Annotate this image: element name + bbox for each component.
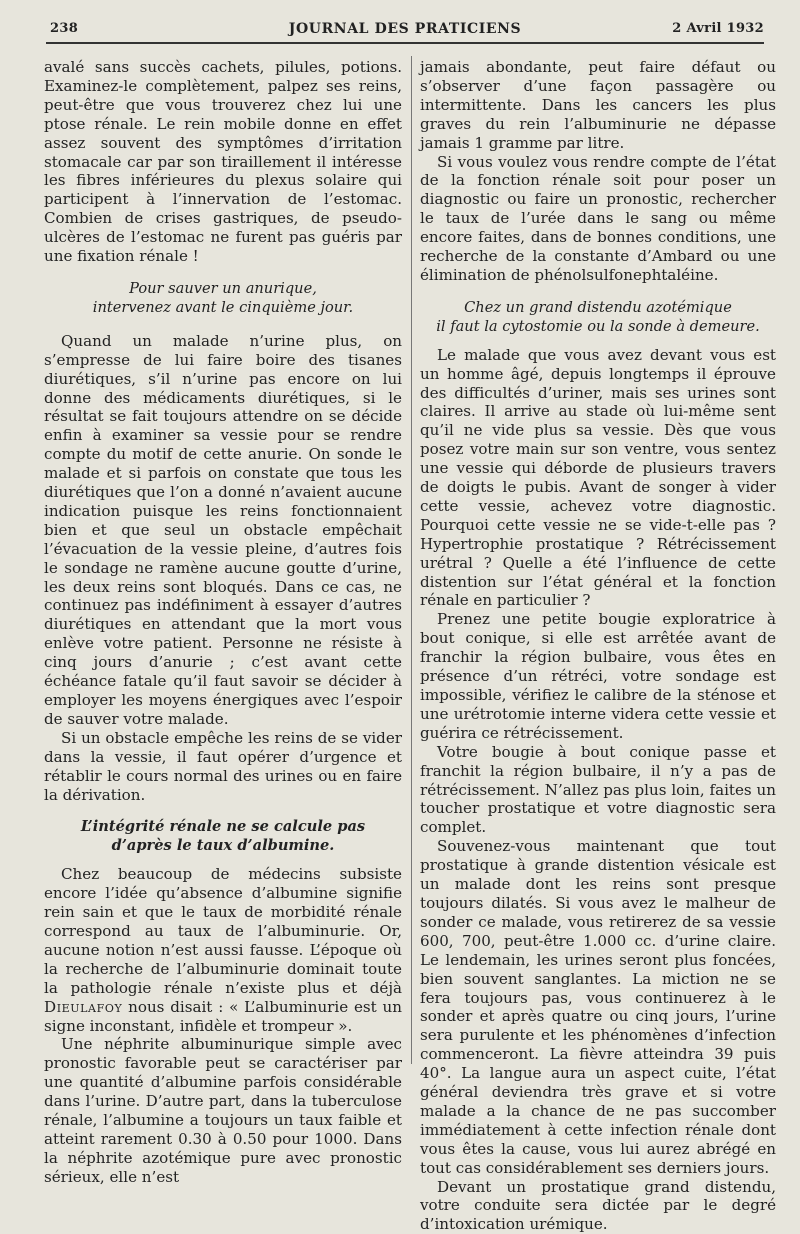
anurie-paragraph-2: Si un obstacle empêche les reins de se vider dans la vessie, il faut opérer d’urgence et rétablir le cours normal des urines ou en faire la dérivation. <box>44 728 402 804</box>
fonction-renale-paragraph: Si vous voulez vous rendre compte de l’état de la fonction rénale soit pour poser un diagnostic ou faire un pronostic, rechercher le taux de l’urée dans le sang ou même encore faites, dans de bonnes conditions, une recherche de la constante d’Ambard ou une élimination de phénolsulfonephtaléine. <box>420 152 776 284</box>
section-heading-anurie-line2: intervenez avant le cinquième jour. <box>92 298 354 316</box>
intro-paragraph: avalé sans succès cachets, pilules, potions. Examinez-le complètement, palpez ses reins, peut-être que vous trouverez chez lui une ptose rénale. Le rein mobile donne en effet assez souvent des symptômes d’irritation stomacale car par son tiraillement il intéresse les fibres inférieures du plexus solaire qui participent à l’innervation de l’estomac. Combien de crises gastriques, de pseudo-ulcères de l’estomac ne furent pas guéris par une fixation rénale ! <box>44 58 402 266</box>
section-heading-albumine-line1: L’intégrité rénale ne se calcule pas <box>80 818 366 836</box>
section-heading-albumine-line2: d’après le taux d’albumine. <box>111 837 335 855</box>
distendu-paragraph-1: Le malade que vous avez devant vous est un homme âgé, depuis longtemps il éprouve des difficultés d’uriner, mais ses urines sont claires. Il arrive au stade où lui-même sent qu’il ne vide plus sa vessie. Dès que vous posez votre main sur son ventre, vous sentez une vessie qui déborde de plusieurs travers de doigts le pubis. Avant de songer à vider cette vessie, achevez votre diagnostic. Pourquoi cette vessie ne se vide-t-elle pas ? Hypertrophie prostatique ? Rétrécissement urétral ? Quelle a été l’influence de cette distention sur l’état général et la fonction rénale en particulier ? <box>420 345 776 610</box>
distendu-paragraph-2: Prenez une petite bougie exploratrice à bout conique, si elle est arrêtée avant de franchir la région bulbaire, vous êtes en présence d’un rétréci, votre sondage est impossible, vérifiez le calibre de la sténose et une urétrotomie interne videra cette vessie et guérira ce rétrécissement. <box>420 610 776 742</box>
page-header <box>46 14 764 44</box>
left-column <box>44 58 402 1187</box>
column-divider <box>411 56 412 1064</box>
albumine-paragraph-2: Une néphrite albuminurique simple avec pronostic favorable peut se caractériser par une quantité d’albumine parfois considérable dans l’urine. D’autre part, dans la tuberculose rénale, l’albumine a toujours un taux faible et atteint rarement 0.30 à 0.50 pour 1000. Dans la néphrite azotémique pure avec pronostic sérieux, elle n’est <box>44 1035 402 1186</box>
albumine-p1-text-a: Chez beaucoup de médecins subsiste encore l’idée qu’absence d’albumine signifie rein sain et que le taux de morbidité rénale correspond au taux de l’albuminurie. Or, aucune notion n’est aussi fausse. L’époque où la recherche de l’albuminurie dominait toute la pathologie rénale n’existe plus et déjà <box>44 865 402 997</box>
continuation-paragraph: jamais abondante, peut faire défaut ou s’observer d’une façon passagère ou intermittente. Dans les cancers les plus graves du rein l’albuminurie ne dépasse jamais 1 gramme par litre. <box>420 58 776 152</box>
right-column <box>420 58 776 1234</box>
section-heading-distendu-line1: Chez un grand distendu azotémique <box>464 298 732 316</box>
albumine-p1-text-b: nous disait : « L’albuminurie est un signe inconstant, infidèle et trompeur ». <box>44 997 402 1035</box>
anurie-paragraph-1: Quand un malade n’urine plus, on s’empresse de lui faire boire des tisanes diurétiques, s’il n’urine pas encore on lui donne des médicaments diurétiques, si le résultat se fait toujours attendre on se décide enfin à examiner sa vessie pour se rendre compte du motif de cette anurie. On sonde le malade et si parfois on constate que tous les diurétiques que l’on a donné n’avaient aucune indication puisque les reins fonctionnaient bien et que seul un obstacle empêchait l’évacuation de la vessie pleine, d’autres fois le sondage ne ramène aucune goutte d’urine, les deux reins sont bloqués. Dans ce cas, ne continuez pas indéfiniment à essayer d’autres diurétiques en attendant que la mort vous enlève votre patient. Personne ne résiste à cinq jours d’anurie ; c’est avant cette échéance fatale qu’il faut savoir se décider à employer les moyens énergiques avec l’espoir de sauver votre malade. <box>44 331 402 728</box>
distendu-paragraph-3: Votre bougie à bout conique passe et franchit la région bulbaire, il n’y a pas de rétrécissement. N’allez pas plus loin, faites un toucher prostatique et votre diagnostic sera complet. <box>420 742 776 837</box>
author-name-dieulafoy: Dieulafoy <box>44 997 123 1016</box>
section-heading-distendu-line2: il faut la cytostomie ou la sonde à demeure. <box>436 317 760 335</box>
distendu-paragraph-4: Souvenez-vous maintenant que tout prostatique à grande distention vésicale est un malade dont les reins sont presque toujours dilatés. Si vous avez le malheur de sonder ce malade, vous retirerez de sa vessie 600, 700, peut-être 1.000 cc. d’urine claire. Le lendemain, les urines seront plus foncées, bien souvent sanglantes. La miction ne se fera toujours pas, vous continuerez à le sonder et après quatre ou cinq jours, l’urine sera purulente et les phénomènes d’infection commenceront. La fièvre atteindra 39 puis 40°. La langue aura un aspect cuite, l’état général deviendra très grave et si votre malade a la chance de ne pas succomber immédiatement à cette infection rénale dont vous êtes la cause, vous lui aurez abrégé en tout cas considérablement ses derniers jours. <box>420 837 776 1177</box>
issue-date: 2 Avril 1932 <box>672 21 764 36</box>
journal-title: JOURNAL DES PRATICIENS <box>288 21 522 37</box>
page-number: 238 <box>50 21 79 36</box>
section-heading-anurie-line1: Pour sauver un anurique, <box>129 279 317 297</box>
albumine-paragraph-1 <box>44 865 402 1035</box>
distendu-paragraph-5: Devant un prostatique grand distendu, votre conduite sera dictée par le degré d’intoxication urémique. <box>420 1177 776 1234</box>
